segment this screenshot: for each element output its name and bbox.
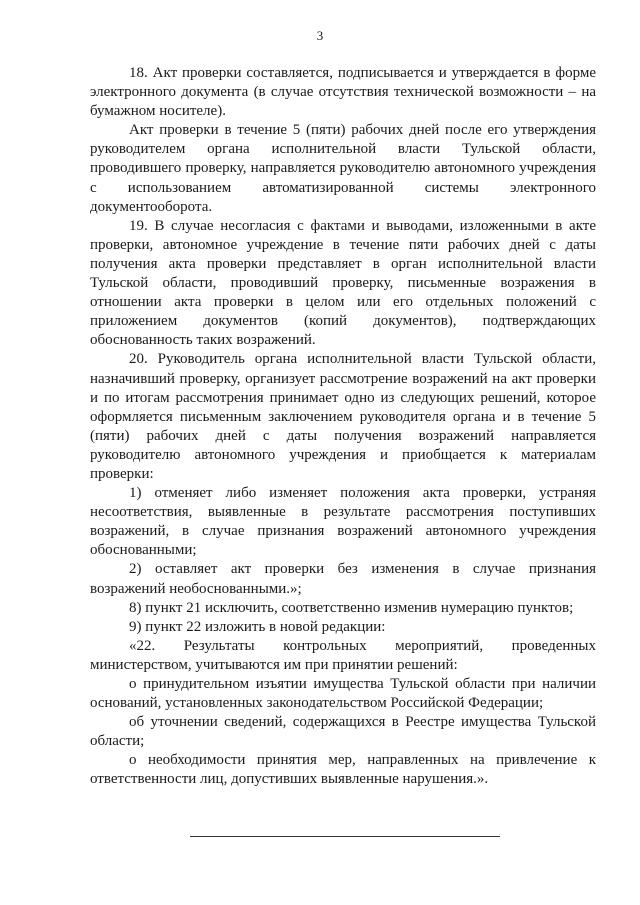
- paragraph-liability: о необходимости принятия мер, направленных на привлечение к ответственности лиц, допустивших выявленные нарушения.».: [90, 752, 596, 788]
- paragraph-item-8: 8) пункт 21 исключить, соответственно изменив нумерацию пунктов;: [129, 599, 574, 616]
- paragraph-22: «22. Результаты контрольных мероприятий, проведенных министерством, учитываются им при принятии решений:: [90, 637, 596, 673]
- paragraph-item-9: 9) пункт 22 изложить в новой редакции:: [129, 618, 386, 635]
- paragraph-decision-2: 2) оставляет акт проверки без изменения в случае признания возражений необоснованными.»;: [90, 561, 596, 597]
- paragraph-seizure: о принудительном изъятии имущества Тульской области при наличии оснований, установленных законодательством Российской Федерации;: [90, 676, 596, 712]
- paragraph-registry: об уточнении сведений, содержащихся в Реестре имущества Тульской области;: [90, 714, 596, 750]
- end-separator-line: [190, 836, 500, 837]
- paragraph-act-delivery: Акт проверки в течение 5 (пяти) рабочих дней после его утверждения руководителем органа исполнительной власти Тульской области, проводившего проверку, направляется руководителю автономного учреждения с использованием автоматизированной системы электронного документооборота.: [90, 122, 596, 215]
- paragraph-decision-1: 1) отменяет либо изменяет положения акта проверки, устраняя несоответствия, выявленные в результате рассмотрения поступивших возражений, в случае признания возражений автономного учреждения обоснованными;: [90, 485, 596, 559]
- paragraph-18: 18. Акт проверки составляется, подписывается и утверждается в форме электронного документа (в случае отсутствия технической возможности – на бумажном носителе).: [90, 65, 596, 120]
- page-number: 3: [316, 28, 324, 43]
- paragraph-20: 20. Руководитель органа исполнительной власти Тульской области, назначивший проверку, организует рассмотрение возражений на акт проверки и по итогам рассмотрения принимает одно из следующих решений, которое оформляется письменным заключением руководителя органа и в течение 5 (пяти) рабочих дней с даты получения возражений направляется руководителю автономного учреждения и приобщается к материалам проверки:: [90, 351, 596, 482]
- document-body: [90, 64, 596, 790]
- paragraph-19: 19. В случае несогласия с фактами и выводами, изложенными в акте проверки, автономное учреждение в течение пяти рабочих дней с даты получения акта проверки представляет в орган исполнительной власти Тульской области, проводивший проверку, письменные возражения в отношении акта проверки в целом или его отдельных положений с приложением документов (копий документов), подтверждающих обоснованность таких возражений.: [90, 217, 596, 349]
